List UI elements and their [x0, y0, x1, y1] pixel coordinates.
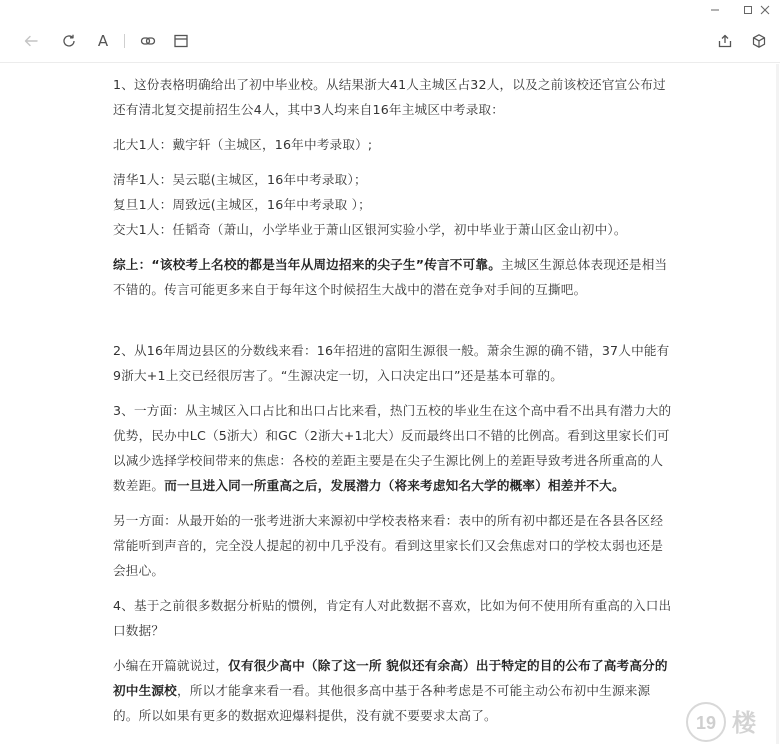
- cube-button[interactable]: [746, 28, 772, 54]
- back-button[interactable]: [18, 28, 44, 54]
- paragraph-3b: 复旦1人：周致远(主城区，16年中考录取 ）；: [113, 197, 371, 212]
- paragraph-3c: 交大1人：任韬奇（萧山，小学毕业于萧山区银河实验小学，初中毕业于萧山区金山初中）。: [113, 222, 627, 237]
- layout-button[interactable]: [168, 28, 194, 54]
- link-button[interactable]: [135, 28, 161, 54]
- reader-toolbar: [0, 20, 780, 63]
- paragraph-7: 另一方面：从最开始的一张考进浙大来源初中学校表格来看：表中的所有初中都还是在各县各区经常能听到声音的，完全没人提起的初中几乎没有。看到这里家长们又会焦虑对口的学校太弱也还是会担心。: [113, 513, 664, 578]
- share-icon: [717, 33, 733, 49]
- paragraph-1: 1、这份表格明确给出了初中毕业校。从结果浙大41人主城区占32人，以及之前该校还官宣公布过还有清北复交提前招生公4人，其中3人均来自16年主城区中考录取：: [113, 77, 666, 117]
- paragraph-3a: 清华1人：吴云聪(主城区，16年中考录取）；: [113, 172, 367, 187]
- paragraph-9-text: 小编在开篇就说过，: [113, 658, 229, 673]
- paragraph-5: 2、从16年周边县区的分数线来看：16年招进的富阳生源很一般。萧余生源的确不错，37人中能有9浙大+1上交已经很厉害了。“生源决定一切，入口决定出口”还是基本可靠的。: [113, 343, 670, 383]
- svg-text:19: 19: [695, 713, 717, 733]
- paragraph-9-rest: ，所以才能拿来看一看。其他很多高中基于各种考虑是不可能主动公布初中生源来源的。所以如果有更多的数据欢迎爆料提供，没有就不要要求太高了。: [113, 683, 651, 723]
- svg-text:楼: 楼: [732, 709, 756, 737]
- refresh-button[interactable]: [56, 28, 82, 54]
- paragraph-9-bold: 仅有很少高中（除了这一所 貌似还有余高）出于特定的目的公布了高考高分的初中生源校: [113, 658, 668, 698]
- minimize-button[interactable]: [700, 0, 730, 20]
- paragraph-9: [113, 653, 673, 728]
- close-icon: [760, 5, 770, 15]
- toolbar-divider: [124, 34, 125, 48]
- paragraph-2: 北大1人：戴宇轩（主城区，16年中考录取）;: [113, 137, 373, 152]
- summary-prefix: 综上：: [113, 257, 152, 272]
- cube-icon: [751, 33, 767, 49]
- paragraph-8: 4、基于之前很多数据分析贴的惯例，肯定有人对此数据不喜欢，比如为何不使用所有重高的入口出口数据？: [113, 598, 672, 638]
- font-button[interactable]: [90, 28, 116, 54]
- scrollbar[interactable]: [776, 64, 779, 744]
- paragraph-6: [113, 398, 673, 498]
- summary-rest: 主城区生源总体表现还是相当不错的。传言可能更多来自于每年这个时候招生大战中的潜在竞争对手间的互撕吧。: [113, 257, 668, 297]
- window-layout-icon: [173, 33, 189, 49]
- minimize-icon: [710, 5, 720, 15]
- font-icon: A: [97, 32, 109, 50]
- summary-bold: “该校考上名校的都是当年从周边招来的尖子生”传言不可靠。: [151, 257, 501, 272]
- share-button[interactable]: [712, 28, 738, 54]
- paragraph-4: [113, 252, 673, 302]
- paragraph-6-bold: 而一旦进入同一所重高之后，发展潜力（将来考虑知名大学的概率）相差并不大。: [164, 478, 625, 493]
- refresh-icon: [61, 33, 77, 49]
- back-arrow-icon: [23, 33, 39, 49]
- article-content: [113, 64, 673, 728]
- window-titlebar: [0, 0, 780, 20]
- paragraph-6-text: 3、一方面：从主城区入口占比和出口占比来看，热门五校的毕业生在这个高中看不出具有潜力大的优势，民办中LC（5浙大）和GC（2浙大+1北大）反而最终出口不错的比例高。看到这里家长们可以减少选择学校间带来的焦虑：各校的差距主要是在尖子生源比例上的差距导致考进各所重高的人数差距。: [113, 403, 672, 493]
- link-icon: [140, 33, 156, 49]
- site-watermark-logo: [684, 700, 772, 744]
- close-button[interactable]: [750, 0, 780, 20]
